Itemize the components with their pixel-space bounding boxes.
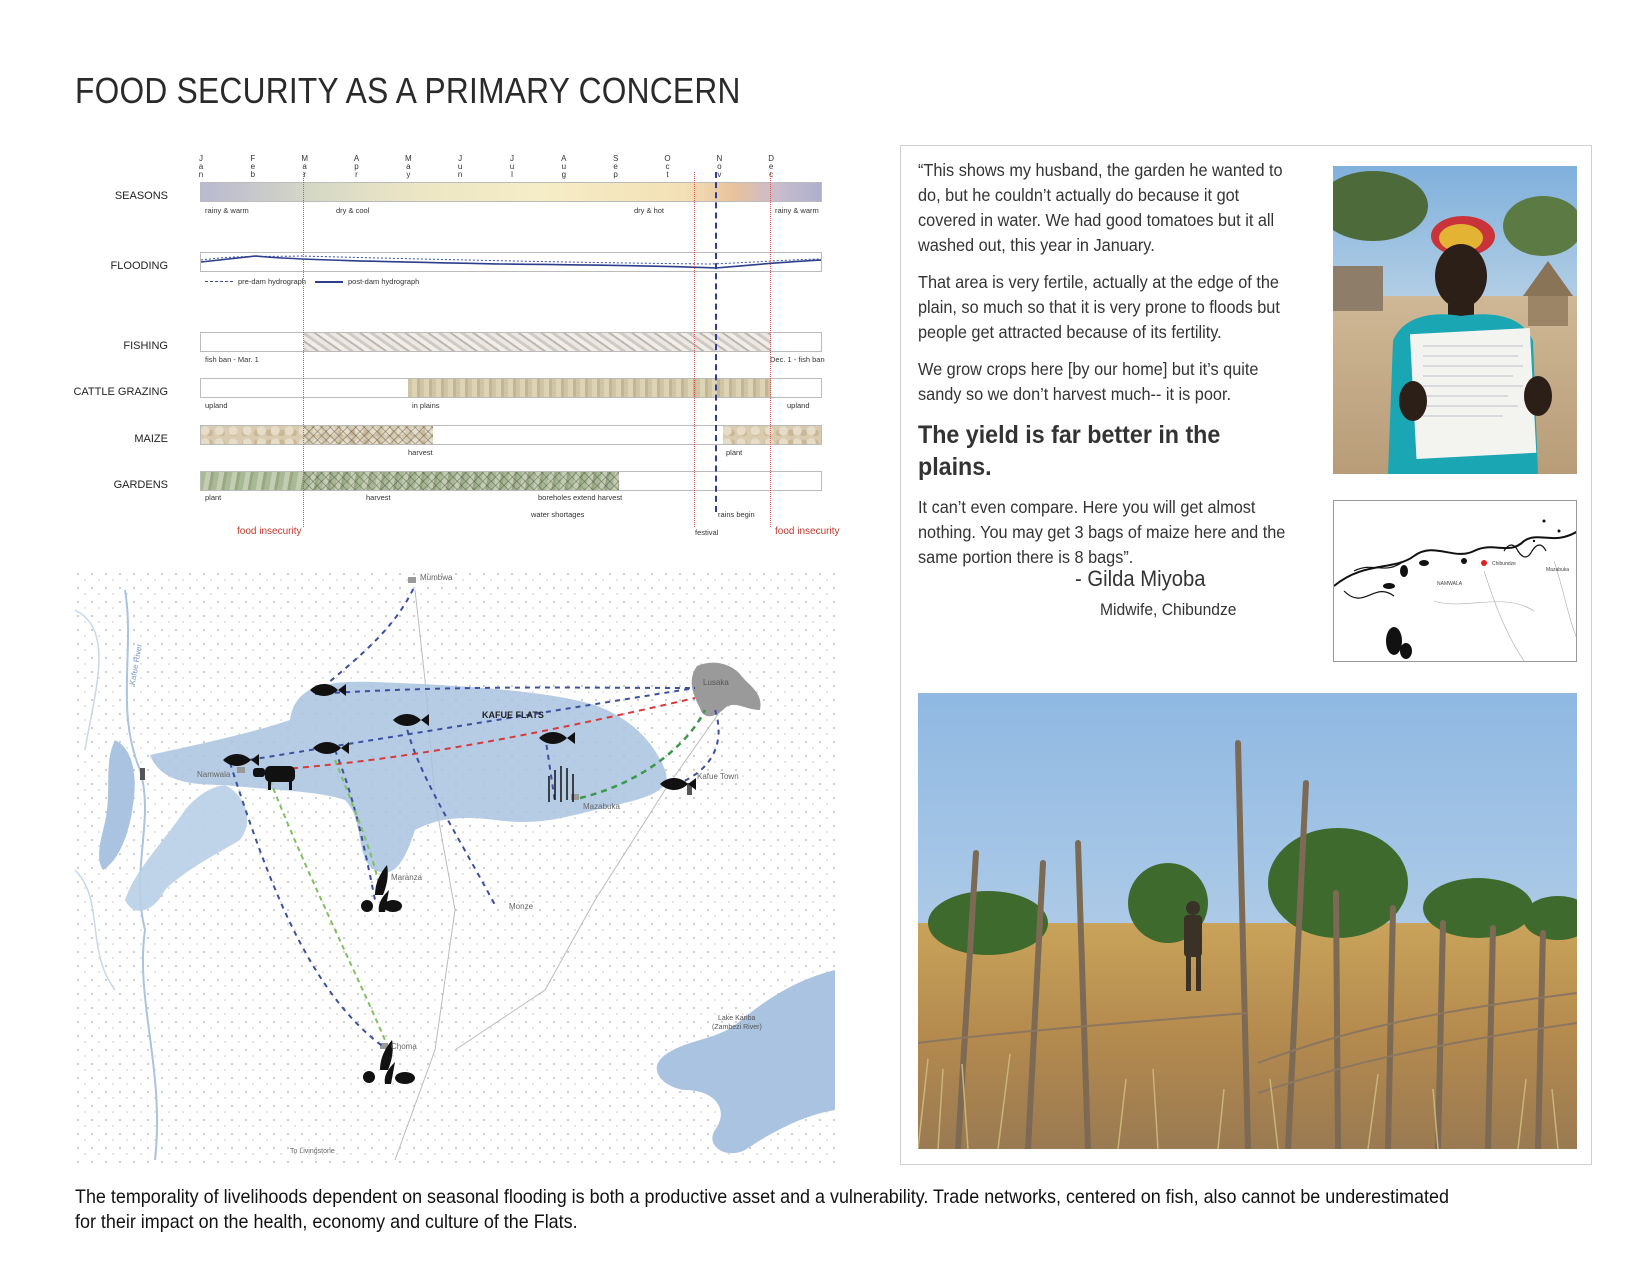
month-label: N o v: [716, 154, 723, 179]
quote-paragraph-1: “This shows my husband, the garden he wanted to do, but he couldn’t actually do because it got covered in water. We had good tomatoes but it all washed out, this year in January.: [918, 160, 1283, 255]
month-label: M a r: [301, 154, 308, 179]
event-rains-begin: rains begin: [718, 510, 755, 519]
cattle-bar: [200, 378, 822, 398]
photo-fenced-field: [918, 693, 1577, 1149]
label-mumbwa: Mumbwa: [420, 573, 453, 582]
label-namwala: Namwala: [197, 770, 231, 779]
event-food-insecurity-right: food insecurity: [775, 526, 840, 537]
row-label-fishing: FISHING: [123, 340, 168, 352]
dam-marker: [140, 768, 145, 780]
map-graphic: [75, 570, 835, 1165]
row-label-flooding: FLOODING: [110, 260, 168, 272]
label-kafue-town: Kafue Town: [697, 772, 739, 781]
event-water-shortages: water shortages: [531, 510, 585, 519]
seasons-note-rainy-1: rainy & warm: [205, 206, 249, 215]
kafue-flats-map: [75, 570, 835, 1165]
locator-label-namwala: NAMWALA: [1437, 581, 1463, 587]
quote-emphasis: The yield is far better in the plains.: [918, 421, 1221, 481]
seasons-note-dry-cool: dry & cool: [336, 206, 370, 215]
seasons-note-rainy-2: rainy & warm: [775, 206, 819, 215]
legend-post-dam-label: post-dam hydrograph: [348, 277, 420, 286]
marker-dec: [770, 172, 771, 527]
month-label: M a y: [404, 154, 412, 179]
row-label-maize: MAIZE: [134, 433, 168, 445]
month-label: J u n: [457, 154, 463, 179]
quote-paragraph-2: That area is very fertile, actually at the edge of the plain, so much so that it is very prone to floods but people get attracted because of its fertility.: [918, 272, 1280, 342]
month-label: J u l: [509, 154, 515, 179]
maize-planting-segment: [723, 426, 822, 444]
gardens-hatch: [304, 472, 619, 490]
month-label: O c t: [664, 154, 671, 179]
row-label-gardens: GARDENS: [113, 479, 168, 491]
fishing-season-segment: [304, 333, 771, 351]
testimony-quote: [918, 158, 1290, 582]
month-label: D e c: [768, 154, 775, 179]
seasons-bar: [200, 182, 822, 202]
label-kafue-flats: KAFUE FLATS: [482, 710, 544, 720]
photo-woman-with-drawing: [1333, 166, 1577, 474]
marker-namwala: [237, 767, 245, 773]
marker-mar: [303, 172, 304, 527]
label-lusaka: Lusaka: [703, 678, 729, 687]
legend-pre-dam-swatch: [205, 281, 233, 282]
page-title: FOOD SECURITY AS A PRIMARY CONCERN: [75, 70, 741, 111]
marker-mazabuka: [571, 794, 579, 800]
fishing-note-ban-start: fish ban - Mar. 1: [205, 355, 259, 364]
quote-paragraph-3: We grow crops here [by our home] but it’s quite sandy so we don’t harvest much-- it is poor.: [918, 359, 1259, 404]
hydrograph-lines: [201, 253, 822, 272]
fishing-note-ban-end: Dec. 1 - fish ban: [770, 355, 825, 364]
seasonal-calendar: [0, 0, 860, 560]
label-to-livingstone: To Livingstone: [290, 1148, 335, 1155]
event-food-insecurity-left: food insecurity: [237, 526, 302, 537]
row-label-cattle: CATTLE GRAZING: [73, 386, 168, 398]
marker-mumbwa: [408, 577, 416, 583]
legend-post-dam-swatch: [315, 281, 343, 283]
pre-dam-hydrograph-line: [201, 256, 822, 264]
maize-bar: [200, 425, 822, 445]
month-label: S e p: [612, 154, 619, 179]
quote-author: - Gilda Miyoba: [1075, 566, 1206, 591]
gardens-note-harvest: harvest: [366, 493, 391, 502]
month-label: A u g: [561, 154, 567, 179]
maize-note-harvest: harvest: [408, 448, 433, 457]
cattle-note-plains: in plains: [412, 401, 440, 410]
month-label: J a n: [198, 154, 204, 179]
label-mazabuka: Mazabuka: [583, 802, 620, 811]
locator-label-mazabuka: Mazabuka: [1546, 567, 1570, 573]
month-label: A p r: [353, 154, 360, 179]
maize-food-insecurity-hatch: [304, 426, 433, 444]
seasons-note-dry-hot: dry & hot: [634, 206, 665, 215]
marker-rains-begin: [715, 172, 717, 512]
quote-paragraph-4: It can’t even compare. Here you will get almost nothing. You may get 3 bags of maize here and the same portion there is 8 bags”.: [918, 497, 1286, 567]
label-kafue-river: Kafue River: [127, 643, 144, 686]
label-choma: Choma: [391, 1042, 417, 1051]
fishing-bar: [200, 332, 822, 352]
marker-oct: [694, 172, 695, 527]
label-maranza: Maranza: [391, 873, 423, 882]
event-festival: festival: [695, 528, 719, 537]
post-dam-hydrograph-line: [201, 256, 822, 268]
locator-red-dot: [1481, 560, 1487, 566]
quote-author-role: Midwife, Chibundze: [1100, 600, 1237, 619]
figure-caption: The temporality of livelihoods dependent on seasonal flooding is both a productive asset and a vulnerability. Trade networks, centered on fish, also cannot be underestimated for their impact on the health, economy and culture of the Flats.: [75, 1186, 1449, 1233]
locator-label-chibundze: Chibundze: [1492, 561, 1516, 567]
locator-map: [1333, 500, 1577, 662]
label-zambezi: (Zambezi River): [712, 1024, 762, 1031]
cattle-note-upland-2: upland: [787, 401, 810, 410]
label-lake-kariba: Lake Kariba: [718, 1015, 756, 1022]
row-label-seasons: SEASONS: [114, 190, 168, 202]
legend-pre-dam-label: pre-dam hydrograph: [238, 277, 306, 286]
month-label: F e b: [250, 154, 256, 179]
maize-note-plant: plant: [726, 448, 743, 457]
gardens-note-boreholes: boreholes extend harvest: [538, 493, 623, 502]
label-monze: Monze: [509, 902, 534, 911]
gardens-bar: [200, 471, 822, 491]
flooding-bar: [200, 252, 822, 272]
gardens-note-plant: plant: [205, 493, 222, 502]
cattle-note-upland-1: upland: [205, 401, 228, 410]
